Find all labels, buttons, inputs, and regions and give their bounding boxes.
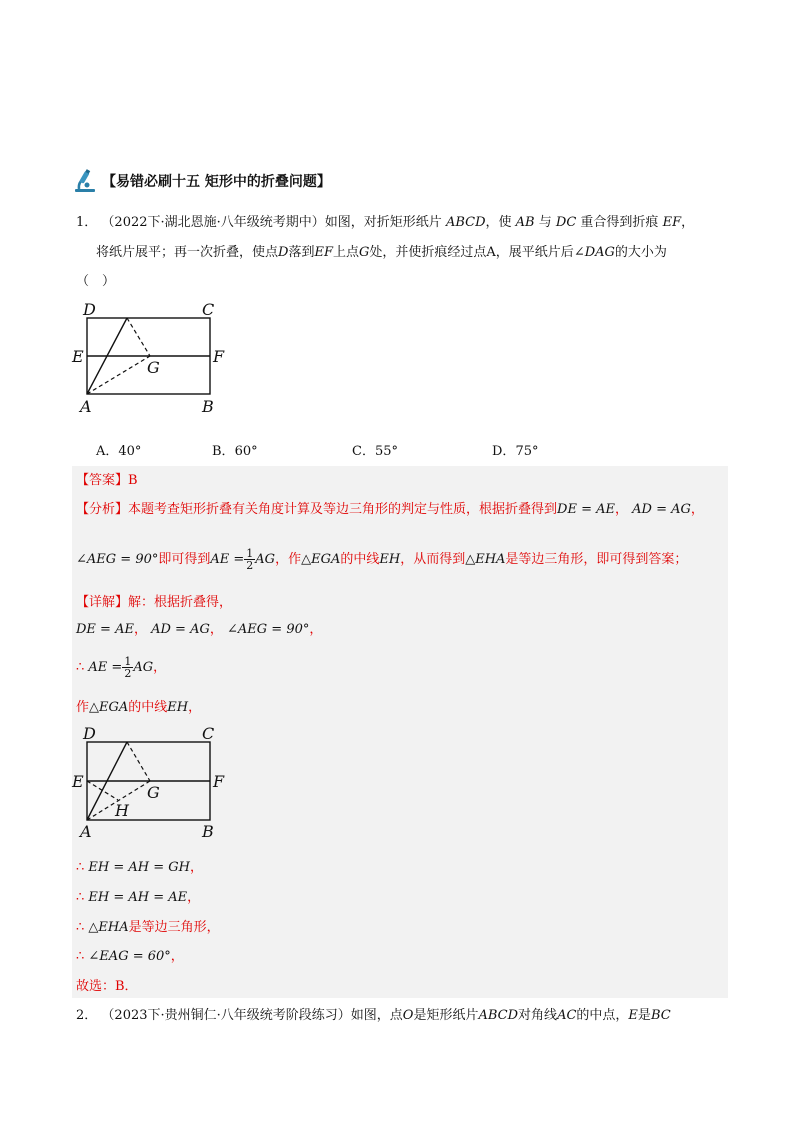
detail-text: ， <box>190 860 204 875</box>
option-a[interactable] <box>96 440 141 459</box>
detail-math: EH <box>167 700 189 715</box>
q1-text: ，展平纸片后 <box>495 245 574 260</box>
label-d: D <box>83 300 96 319</box>
therefore-symbol: ∴ <box>76 890 85 905</box>
fraction-numerator: 1 <box>246 547 254 560</box>
q2-math: E <box>628 1008 638 1023</box>
q1-number: 1． <box>76 215 98 230</box>
detail-text: 解：根据折叠得， <box>128 595 233 610</box>
analysis-math: AG <box>255 552 276 567</box>
q1-text: 的大小为 <box>614 245 667 260</box>
analysis-math: ∠AEG = 90° <box>76 552 159 567</box>
detail-line-8 <box>76 947 184 967</box>
answer-line <box>76 471 138 491</box>
analysis-text: 的中线 <box>340 552 380 567</box>
option-b[interactable] <box>212 440 258 459</box>
analysis-math: △EGA <box>301 552 341 567</box>
q1-math-ef: EF <box>662 215 682 230</box>
detail-figure <box>70 720 240 842</box>
label-b: B <box>202 822 214 841</box>
analysis-line-1 <box>76 500 704 520</box>
q1-blank: （ ） <box>76 274 116 289</box>
option-d[interactable] <box>492 440 538 459</box>
analysis-text: ，从而得到 <box>400 552 466 567</box>
option-letter: B． <box>212 444 235 459</box>
section-title-text: 【易错必刷十五 矩形中的折叠问题】 <box>102 174 331 190</box>
q2-text: 是 <box>637 1008 651 1023</box>
analysis-text: 即可得到 <box>158 552 211 567</box>
fraction-denominator: 2 <box>124 667 132 680</box>
label-c: C <box>202 724 215 743</box>
q1-text: 上点 <box>332 245 359 260</box>
q1-source: （2022下·湖北恩施·八年级统考期中） <box>101 215 325 230</box>
label-g: G <box>147 358 160 377</box>
detail-text: ， <box>188 700 202 715</box>
option-value: 75° <box>515 444 539 459</box>
label-e: E <box>72 347 84 366</box>
q1-text: 落到 <box>288 245 315 260</box>
analysis-text: ， <box>614 502 628 517</box>
detail-text: 是等边三角形， <box>128 920 220 935</box>
detail-line-1 <box>76 593 232 613</box>
detail-line-5 <box>76 858 203 878</box>
detail-label: 【详解】 <box>76 595 129 610</box>
q2-text: 是矩形纸片 <box>413 1008 479 1023</box>
q1-line-2 <box>96 243 667 263</box>
q1-text: 将纸片展平；再一次折叠，使点 <box>96 245 279 260</box>
fraction-numerator: 1 <box>124 655 132 668</box>
detail-text: ， <box>187 890 201 905</box>
detail-math: EH = AH = AE <box>88 890 188 905</box>
q1-math-a: A <box>486 245 496 260</box>
q1-line-1 <box>76 213 694 233</box>
therefore-symbol: ∴ <box>76 920 85 935</box>
detail-final: 故选：B． <box>76 979 138 994</box>
detail-line-2 <box>76 620 322 640</box>
detail-text: 的中线 <box>128 700 168 715</box>
q1-math-dc: DC <box>555 215 577 230</box>
analysis-text: 是等边三角形，即可得到答案； <box>505 552 688 567</box>
q1-figure <box>70 298 240 418</box>
therefore-symbol: ∴ <box>76 660 85 675</box>
label-f: F <box>213 347 225 366</box>
detail-text: ， <box>170 949 184 964</box>
option-letter: D． <box>492 444 516 459</box>
q2-math: AC <box>557 1008 577 1023</box>
q1-math-ab: AB <box>515 215 535 230</box>
label-d: D <box>83 724 96 743</box>
section-title <box>72 166 331 196</box>
analysis-math: AE = <box>210 552 245 567</box>
detail-text: ， <box>153 660 167 675</box>
q2-line-1 <box>76 1006 671 1026</box>
label-e: E <box>72 772 84 791</box>
detail-math: ∠AEG = 90° <box>227 622 310 637</box>
analysis-math: DE = AE <box>557 502 615 517</box>
option-c[interactable] <box>352 440 398 459</box>
q2-math: O <box>402 1008 414 1023</box>
fraction-denominator: 2 <box>246 559 254 572</box>
detail-line-6 <box>76 888 200 908</box>
q1-text: 重合得到折痕 <box>580 215 659 230</box>
q1-text: 与 <box>538 215 552 230</box>
label-a: A <box>80 397 92 416</box>
fraction-half <box>244 548 255 571</box>
label-a: A <box>80 822 92 841</box>
q2-math: ABCD <box>478 1008 519 1023</box>
analysis-line-2 <box>76 548 687 571</box>
analysis-text: ，作 <box>275 552 302 567</box>
label-f: F <box>213 772 225 791</box>
detail-math: DE = AE <box>76 622 134 637</box>
q2-text: 的中点， <box>576 1008 629 1023</box>
q2-source: （2023下·贵州铜仁·八年级统考阶段练习） <box>101 1008 351 1023</box>
label-h: H <box>115 801 129 820</box>
q1-math-ef: EF <box>314 245 333 260</box>
detail-math: AE = <box>88 660 123 675</box>
q1-math-angle: ∠DAG <box>573 245 615 260</box>
analysis-math: AD = AG <box>632 502 691 517</box>
detail-text: ， <box>133 622 147 637</box>
detail-math: ∠EAG = 60° <box>88 949 171 964</box>
analysis-math: △EHA <box>465 552 506 567</box>
detail-math: △EGA <box>89 700 129 715</box>
detail-math: △EHA <box>88 920 129 935</box>
detail-text: ， <box>309 622 323 637</box>
detail-math: EH = AH = GH <box>88 860 191 875</box>
answer-label: 【答案】 <box>76 473 129 488</box>
detail-text: 作 <box>76 700 90 715</box>
fraction-half <box>122 656 133 679</box>
option-letter: C． <box>352 444 375 459</box>
q1-text: ，使 <box>485 215 512 230</box>
detail-line-4 <box>76 698 201 718</box>
analysis-text: 本题考查矩形折叠有关角度计算及等边三角形的判定与性质，根据折叠得到 <box>128 502 558 517</box>
q2-text: 如图，点 <box>350 1008 403 1023</box>
label-c: C <box>202 300 215 319</box>
q2-text: 对角线 <box>518 1008 558 1023</box>
q2-number: 2． <box>76 1008 98 1023</box>
q1-text: ， <box>681 215 695 230</box>
option-value: 40° <box>118 444 142 459</box>
q2-math: BC <box>650 1008 671 1023</box>
option-value: 60° <box>234 444 258 459</box>
therefore-symbol: ∴ <box>76 860 85 875</box>
q1-math-d: D <box>278 245 289 260</box>
detail-text: ， <box>209 622 223 637</box>
answer-value: B <box>128 473 138 488</box>
microscope-icon <box>72 168 98 194</box>
analysis-text: ， <box>690 502 704 517</box>
q1-math-g: G <box>359 245 370 260</box>
analysis-label: 【分析】 <box>76 502 129 517</box>
option-value: 55° <box>374 444 398 459</box>
label-b: B <box>202 397 214 416</box>
q1-text: 处，并使折痕经过点 <box>369 245 487 260</box>
detail-line-3 <box>76 656 166 679</box>
detail-math: AD = AG <box>151 622 210 637</box>
q1-text: 如图，对折矩形纸片 <box>324 215 442 230</box>
option-letter: A． <box>96 444 119 459</box>
label-g: G <box>147 783 160 802</box>
q1-math-abcd: ABCD <box>445 215 486 230</box>
therefore-symbol: ∴ <box>76 949 85 964</box>
analysis-math: EH <box>379 552 401 567</box>
detail-line-7 <box>76 918 220 938</box>
detail-math: AG <box>133 660 154 675</box>
